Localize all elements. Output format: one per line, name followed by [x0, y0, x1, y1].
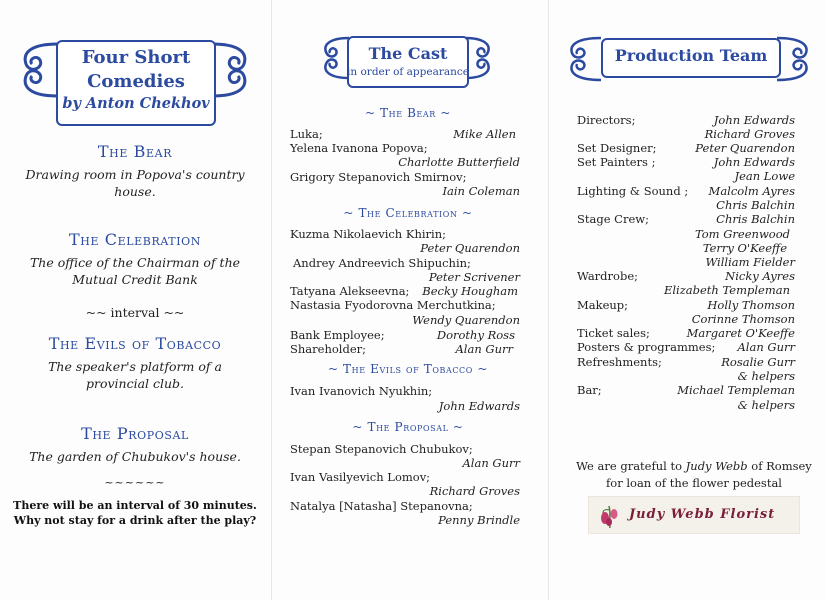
acknowledgement-line-1	[563, 458, 825, 475]
play-title-celebration: The Celebration	[68, 230, 202, 249]
scroll-ornament-right	[210, 38, 258, 102]
cast-heading-tobacco: ~ The Evils of Tobacco ~	[327, 362, 489, 376]
title-author: by Anton Chekhov	[62, 95, 210, 112]
thanks-post: of Romsey	[751, 459, 812, 473]
cast-actor: Dorothy Ross	[436, 328, 515, 342]
cast-actor: John Edwards	[438, 399, 520, 413]
team-name: Elizabeth Templeman	[663, 283, 790, 297]
team-name: Terry O'Keeffe	[702, 241, 787, 255]
team-label: Posters & programmes;	[577, 340, 716, 354]
team-name: & helpers	[737, 398, 795, 412]
cast-actor: Mike Allen	[453, 127, 516, 141]
cast-role: Yelena Ivanona Popova;	[290, 141, 428, 155]
team-label: Refreshments;	[577, 355, 662, 369]
team-name: Michael Templeman	[677, 383, 795, 397]
divider: ~~~~~~	[104, 476, 166, 489]
cast-role: Stepan Stepanovich Chubukov;	[290, 442, 473, 456]
team-name: Chris Balchin	[716, 198, 795, 212]
team-label: Ticket sales;	[577, 326, 650, 340]
production-panel	[553, 0, 825, 600]
team-name: Malcolm Ayres	[708, 184, 795, 198]
scroll-ornament-right	[775, 34, 815, 84]
cast-role: Andrey Andreevich Shipuchin;	[293, 256, 471, 270]
florist-logo	[588, 496, 800, 534]
logo-text: Judy Webb Florist	[629, 507, 776, 522]
play-setting-bear: Drawing room in Popova's country house.	[25, 167, 245, 199]
acknowledgement-line-2: for loan of the flower pedestal	[606, 476, 782, 490]
play-setting-proposal: The garden of Chubukov's house.	[29, 449, 241, 464]
team-label: Lighting & Sound ;	[577, 184, 689, 198]
scroll-ornament-left	[317, 34, 351, 82]
interval-note	[10, 498, 260, 528]
cast-role: Ivan Vasilyevich Lomov;	[290, 470, 431, 484]
team-name: Peter Quarendon	[695, 141, 795, 155]
team-name: & helpers	[737, 369, 795, 383]
team-name: Jean Lowe	[734, 169, 795, 183]
cast-role: Bank Employee;	[290, 328, 385, 342]
team-label: Stage Crew;	[577, 212, 649, 226]
interval-label: ~~ interval ~~	[85, 305, 185, 320]
cast-actor: Becky Hougham	[422, 284, 518, 298]
team-name: Rosalie Gurr	[721, 355, 795, 369]
team-name: Alan Gurr	[737, 340, 795, 354]
cast-role: Nastasia Fyodorovna Merchutkina;	[290, 298, 496, 312]
note-line-1: There will be an interval of 30 minutes.	[13, 499, 257, 512]
cast-heading-celebration: ~ The Celebration ~	[343, 206, 473, 220]
cast-heading-proposal: ~ The Proposal ~	[352, 420, 464, 434]
play-title-tobacco: The Evils of Tobacco	[48, 334, 222, 353]
team-label: Bar;	[577, 383, 602, 397]
title-line-1: Four Short	[81, 47, 191, 68]
team-name: Corinne Thomson	[691, 312, 795, 326]
team-label: Makeup;	[577, 298, 629, 312]
cast-subtitle: in order of appearance	[347, 66, 469, 78]
cast-actor: Richard Groves	[429, 484, 520, 498]
cast-role: Grigory Stepanovich Smirnov;	[290, 170, 467, 184]
team-name: Chris Balchin	[716, 212, 795, 226]
play-setting-tobacco: The speaker's platform of a provincial club.	[48, 359, 222, 391]
cast-actor: Wendy Quarendon	[412, 313, 520, 327]
cast-actor: Iain Coleman	[442, 184, 520, 198]
thanks-name: Judy Webb	[685, 459, 748, 473]
play-title-proposal: The Proposal	[81, 424, 189, 443]
cast-actor: Peter Quarendon	[420, 241, 520, 255]
cast-role: Natalya [Natasha] Stepanovna;	[290, 499, 473, 513]
team-label: Directors;	[577, 113, 636, 127]
title-line-2: Comedies	[87, 71, 185, 92]
team-label: Set Painters ;	[577, 155, 656, 169]
cast-actor: Charlotte Butterfield	[398, 155, 520, 169]
cast-panel	[273, 0, 543, 600]
cast-actor: Peter Scrivener	[428, 270, 520, 284]
cast-role: Kuzma Nikolaevich Khirin;	[290, 227, 447, 241]
fold-line-2	[548, 0, 549, 600]
cast-actor: Penny Brindle	[438, 513, 520, 527]
acknowledgement	[563, 458, 825, 492]
cast-role: Tatyana Alekseevna;	[290, 284, 410, 298]
team-name: John Edwards	[713, 113, 795, 127]
team-label: Set Designer;	[577, 141, 657, 155]
left-panel	[0, 0, 270, 600]
team-label: Wardrobe;	[577, 269, 638, 283]
cast-role: Ivan Ivanovich Nyukhin;	[290, 384, 433, 398]
cast-actor: Alan Gurr	[462, 456, 520, 470]
play-setting-celebration: The office of the Chairman of the Mutual Credit Bank	[29, 255, 241, 287]
fold-line-1	[271, 0, 272, 600]
production-title: Production Team	[614, 46, 768, 65]
scroll-ornament-left	[563, 34, 603, 84]
program-title	[56, 46, 216, 114]
thanks-pre: We are grateful to	[576, 459, 683, 473]
team-name: Richard Groves	[704, 127, 795, 141]
team-name: Tom Greenwood	[694, 227, 790, 241]
cast-role: Luka;	[290, 127, 323, 141]
play-title-bear: The Bear	[97, 142, 173, 161]
cast-actor: Alan Gurr	[455, 342, 513, 356]
team-name: Holly Thomson	[707, 298, 795, 312]
cast-heading-bear: ~ The Bear ~	[364, 106, 452, 120]
flower-icon	[595, 500, 625, 530]
team-name: John Edwards	[713, 155, 795, 169]
team-name: Margaret O'Keeffe	[686, 326, 795, 340]
team-name: William Fielder	[705, 255, 795, 269]
note-line-2: Why not stay for a drink after the play?	[13, 514, 257, 527]
team-name: Nicky Ayres	[725, 269, 795, 283]
cast-title: The Cast	[368, 44, 448, 63]
scroll-ornament-left	[12, 38, 60, 102]
cast-role: Shareholder;	[290, 342, 366, 356]
